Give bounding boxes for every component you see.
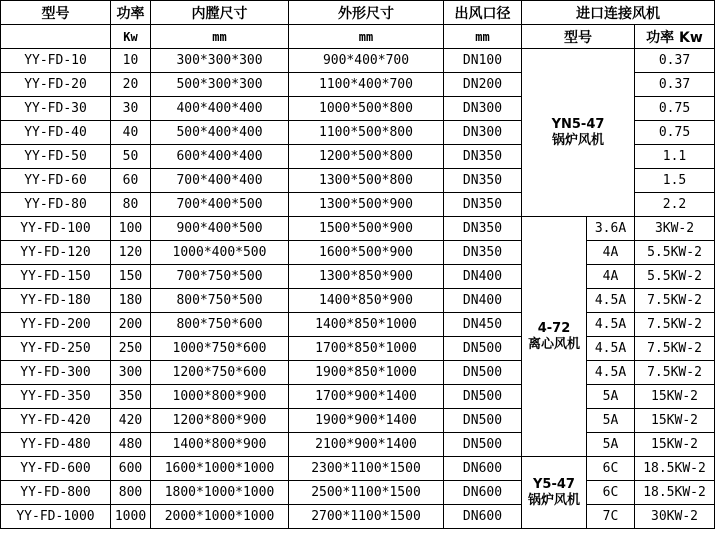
cell-outlet: DN400: [444, 289, 522, 313]
table-row: [1, 337, 715, 361]
cell-power: 600: [111, 457, 151, 481]
table-row: [1, 241, 715, 265]
cell-inner-size: 1200*800*900: [151, 409, 289, 433]
cell-outer-size: 2100*900*1400: [289, 433, 444, 457]
cell-model: YY-FD-250: [1, 337, 111, 361]
cell-outer-size: 2700*1100*1500: [289, 505, 444, 529]
cell-model: YY-FD-300: [1, 361, 111, 385]
cell-fan-sub: 4.5A: [587, 313, 635, 337]
cell-outlet: DN500: [444, 361, 522, 385]
cell-fan-sub: 5A: [587, 385, 635, 409]
cell-fan-sub: 4A: [587, 265, 635, 289]
cell-power: 10: [111, 49, 151, 73]
cell-power: 150: [111, 265, 151, 289]
cell-inner-size: 900*400*500: [151, 217, 289, 241]
cell-model: YY-FD-200: [1, 313, 111, 337]
cell-fan-power: 5.5KW-2: [635, 241, 715, 265]
cell-power: 800: [111, 481, 151, 505]
cell-fan-sub: 6C: [587, 481, 635, 505]
cell-inner-size: 1800*1000*1000: [151, 481, 289, 505]
cell-power: 250: [111, 337, 151, 361]
cell-outer-size: 1400*850*1000: [289, 313, 444, 337]
cell-power: 350: [111, 385, 151, 409]
fan-group-line2: 锅炉风机: [527, 492, 580, 508]
cell-fan-sub: 6C: [587, 457, 635, 481]
cell-outlet: DN300: [444, 121, 522, 145]
cell-fan-sub: 5A: [587, 433, 635, 457]
cell-outer-size: 1900*850*1000: [289, 361, 444, 385]
cell-inner-size: 1000*750*600: [151, 337, 289, 361]
cell-outlet: DN500: [444, 409, 522, 433]
header-outer-size: 外形尺寸: [289, 1, 444, 25]
cell-power: 480: [111, 433, 151, 457]
cell-fan-sub: 5A: [587, 409, 635, 433]
cell-model: YY-FD-30: [1, 97, 111, 121]
cell-inner-size: 500*300*300: [151, 73, 289, 97]
table-row: [1, 409, 715, 433]
cell-outer-size: 1200*500*800: [289, 145, 444, 169]
cell-model: YY-FD-180: [1, 289, 111, 313]
header-fan-model: 型号: [522, 25, 635, 49]
cell-outlet: DN350: [444, 169, 522, 193]
fan-group-line2: 锅炉风机: [551, 132, 604, 148]
table-body: [1, 49, 715, 529]
cell-fan-power: 7.5KW-2: [635, 289, 715, 313]
cell-model: YY-FD-600: [1, 457, 111, 481]
table-row: [1, 385, 715, 409]
cell-power: 300: [111, 361, 151, 385]
cell-model: YY-FD-50: [1, 145, 111, 169]
cell-outlet: DN100: [444, 49, 522, 73]
cell-outer-size: 1300*500*800: [289, 169, 444, 193]
cell-outer-size: 1100*400*700: [289, 73, 444, 97]
cell-outlet: DN200: [444, 73, 522, 97]
cell-model: YY-FD-40: [1, 121, 111, 145]
cell-outer-size: 1300*850*900: [289, 265, 444, 289]
cell-outer-size: 1700*900*1400: [289, 385, 444, 409]
cell-fan-power: 15KW-2: [635, 385, 715, 409]
cell-fan-power: 0.37: [635, 73, 715, 97]
cell-model: YY-FD-800: [1, 481, 111, 505]
units-power: Kw: [111, 25, 151, 49]
cell-fan-power: 2.2: [635, 193, 715, 217]
cell-fan-power: 15KW-2: [635, 409, 715, 433]
header-model: 型号: [1, 1, 111, 25]
cell-outlet: DN600: [444, 457, 522, 481]
cell-model: YY-FD-420: [1, 409, 111, 433]
cell-fan-power: 18.5KW-2: [635, 481, 715, 505]
cell-inner-size: 1600*1000*1000: [151, 457, 289, 481]
cell-power: 50: [111, 145, 151, 169]
cell-model: YY-FD-150: [1, 265, 111, 289]
cell-fan-power: 0.37: [635, 49, 715, 73]
cell-power: 80: [111, 193, 151, 217]
units-inner: mm: [151, 25, 289, 49]
cell-power: 420: [111, 409, 151, 433]
cell-model: YY-FD-1000: [1, 505, 111, 529]
cell-power: 180: [111, 289, 151, 313]
cell-fan-power: 7.5KW-2: [635, 313, 715, 337]
cell-fan-group: [522, 49, 635, 217]
cell-power: 200: [111, 313, 151, 337]
cell-outlet: DN350: [444, 145, 522, 169]
cell-power: 60: [111, 169, 151, 193]
table-row: [1, 505, 715, 529]
cell-fan-power: 5.5KW-2: [635, 265, 715, 289]
cell-inner-size: 300*300*300: [151, 49, 289, 73]
cell-outer-size: 1300*500*900: [289, 193, 444, 217]
cell-fan-group: [522, 457, 587, 529]
table-row: [1, 433, 715, 457]
cell-model: YY-FD-10: [1, 49, 111, 73]
cell-fan-power: 3KW-2: [635, 217, 715, 241]
header-power: 功率: [111, 1, 151, 25]
cell-power: 1000: [111, 505, 151, 529]
table-row: [1, 457, 715, 481]
header-row: [1, 1, 715, 25]
cell-fan-sub: 4.5A: [587, 289, 635, 313]
cell-power: 120: [111, 241, 151, 265]
fan-group-line2: 离心风机: [527, 336, 580, 352]
cell-fan-sub: 3.6A: [587, 217, 635, 241]
cell-outer-size: 1700*850*1000: [289, 337, 444, 361]
cell-model: YY-FD-100: [1, 217, 111, 241]
table-row: [1, 217, 715, 241]
cell-outlet: DN450: [444, 313, 522, 337]
units-row: [1, 25, 715, 49]
cell-fan-power: 1.1: [635, 145, 715, 169]
cell-inner-size: 1000*800*900: [151, 385, 289, 409]
cell-inner-size: 700*400*500: [151, 193, 289, 217]
cell-outlet: DN350: [444, 217, 522, 241]
cell-power: 30: [111, 97, 151, 121]
cell-outlet: DN600: [444, 481, 522, 505]
header-outlet: 出风口径: [444, 1, 522, 25]
cell-inner-size: 1400*800*900: [151, 433, 289, 457]
cell-power: 40: [111, 121, 151, 145]
cell-outer-size: 1600*500*900: [289, 241, 444, 265]
cell-inner-size: 1000*400*500: [151, 241, 289, 265]
cell-outlet: DN500: [444, 337, 522, 361]
cell-power: 20: [111, 73, 151, 97]
cell-outer-size: 1000*500*800: [289, 97, 444, 121]
table-row: [1, 313, 715, 337]
cell-outer-size: 1900*900*1400: [289, 409, 444, 433]
cell-model: YY-FD-350: [1, 385, 111, 409]
cell-outer-size: 900*400*700: [289, 49, 444, 73]
cell-inner-size: 500*400*400: [151, 121, 289, 145]
cell-model: YY-FD-20: [1, 73, 111, 97]
cell-outer-size: 1100*500*800: [289, 121, 444, 145]
cell-inner-size: 2000*1000*1000: [151, 505, 289, 529]
cell-model: YY-FD-120: [1, 241, 111, 265]
header-fan: 进口连接风机: [522, 1, 715, 25]
cell-inner-size: 700*400*400: [151, 169, 289, 193]
cell-fan-sub: 7C: [587, 505, 635, 529]
cell-model: YY-FD-60: [1, 169, 111, 193]
cell-fan-sub: 4A: [587, 241, 635, 265]
table-row: [1, 361, 715, 385]
table-row: [1, 265, 715, 289]
cell-outer-size: 1500*500*900: [289, 217, 444, 241]
cell-model: YY-FD-480: [1, 433, 111, 457]
cell-inner-size: 1200*750*600: [151, 361, 289, 385]
cell-inner-size: 400*400*400: [151, 97, 289, 121]
cell-outlet: DN400: [444, 265, 522, 289]
table-row: [1, 481, 715, 505]
cell-model: YY-FD-80: [1, 193, 111, 217]
units-outlet: mm: [444, 25, 522, 49]
cell-outlet: DN500: [444, 433, 522, 457]
cell-inner-size: 800*750*600: [151, 313, 289, 337]
header-inner-size: 内膛尺寸: [151, 1, 289, 25]
cell-fan-power: 7.5KW-2: [635, 337, 715, 361]
cell-power: 100: [111, 217, 151, 241]
cell-fan-power: 0.75: [635, 97, 715, 121]
cell-fan-power: 1.5: [635, 169, 715, 193]
cell-outlet: DN600: [444, 505, 522, 529]
header-fan-power: 功率 Kw: [635, 25, 715, 49]
units-model-blank: [1, 25, 111, 49]
cell-outlet: DN350: [444, 241, 522, 265]
table-row: [1, 49, 715, 73]
cell-fan-power: 30KW-2: [635, 505, 715, 529]
cell-fan-sub: 4.5A: [587, 361, 635, 385]
cell-inner-size: 700*750*500: [151, 265, 289, 289]
cell-fan-power: 0.75: [635, 121, 715, 145]
cell-inner-size: 800*750*500: [151, 289, 289, 313]
cell-outer-size: 2300*1100*1500: [289, 457, 444, 481]
fan-group-line1: Y5-47: [533, 476, 575, 492]
cell-outlet: DN350: [444, 193, 522, 217]
table-row: [1, 289, 715, 313]
cell-outer-size: 2500*1100*1500: [289, 481, 444, 505]
units-outer: mm: [289, 25, 444, 49]
cell-fan-sub: 4.5A: [587, 337, 635, 361]
fan-group-line1: 4-72: [537, 320, 571, 336]
cell-outlet: DN300: [444, 97, 522, 121]
fan-group-line1: YN5-47: [551, 116, 605, 132]
cell-fan-group: [522, 217, 587, 457]
cell-inner-size: 600*400*400: [151, 145, 289, 169]
cell-fan-power: 18.5KW-2: [635, 457, 715, 481]
cell-fan-power: 15KW-2: [635, 433, 715, 457]
cell-outlet: DN500: [444, 385, 522, 409]
cell-fan-power: 7.5KW-2: [635, 361, 715, 385]
cell-outer-size: 1400*850*900: [289, 289, 444, 313]
